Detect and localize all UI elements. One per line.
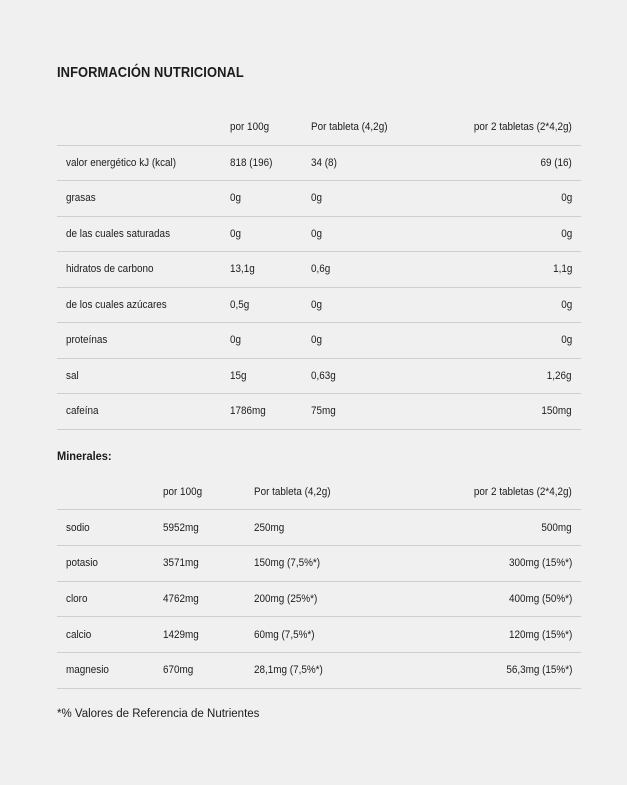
row-label: magnesio xyxy=(57,652,154,688)
table-cell: 75mg xyxy=(302,394,435,430)
table-cell: 0g xyxy=(435,216,581,252)
table-row xyxy=(57,617,581,653)
table-cell: 28,1mg (7,5%*) xyxy=(245,652,405,688)
table-cell: 60mg (7,5%*) xyxy=(245,617,405,653)
minerals-heading: Minerales: xyxy=(57,449,112,463)
table-cell: 250mg xyxy=(245,510,405,546)
table-row xyxy=(57,394,581,430)
table-cell: 1,1g xyxy=(435,252,581,288)
row-label: grasas xyxy=(57,181,221,217)
table-cell: 56,3mg (15%*) xyxy=(405,652,581,688)
row-label: proteínas xyxy=(57,323,221,359)
table-cell: 1429mg xyxy=(154,617,245,653)
table-cell: 120mg (15%*) xyxy=(405,617,581,653)
row-label: sodio xyxy=(57,510,154,546)
table-row xyxy=(57,545,581,581)
table-cell: 0,5g xyxy=(221,287,302,323)
table-row xyxy=(57,581,581,617)
table-cell: 0g xyxy=(221,216,302,252)
table-row xyxy=(57,216,581,252)
footnote: *% Valores de Referencia de Nutrientes xyxy=(57,708,260,720)
table-row xyxy=(57,181,581,217)
table-cell: 4762mg xyxy=(154,581,245,617)
page-title: INFORMACIÓN NUTRICIONAL xyxy=(57,64,244,81)
table-cell: 69 (16) xyxy=(435,145,581,181)
table-cell: 200mg (25%*) xyxy=(245,581,405,617)
table-cell: 0g xyxy=(302,216,435,252)
table-cell: 818 (196) xyxy=(221,145,302,181)
table-cell: 300mg (15%*) xyxy=(405,545,581,581)
table-cell: 1,26g xyxy=(435,358,581,394)
header-cell xyxy=(57,474,154,510)
header-cell: Por tableta (4,2g) xyxy=(245,474,405,510)
table-cell: 500mg xyxy=(405,510,581,546)
table-cell: 3571mg xyxy=(154,545,245,581)
table-cell: 670mg xyxy=(154,652,245,688)
row-label: cafeína xyxy=(57,394,221,430)
table-cell: 15g xyxy=(221,358,302,394)
table-row xyxy=(57,358,581,394)
header-cell: por 100g xyxy=(221,110,302,145)
row-label: valor energético kJ (kcal) xyxy=(57,145,221,181)
table-cell: 34 (8) xyxy=(302,145,435,181)
table-cell: 0g xyxy=(221,181,302,217)
row-label: cloro xyxy=(57,581,154,617)
table-cell: 1786mg xyxy=(221,394,302,430)
minerals-header-row xyxy=(57,474,581,510)
table-row xyxy=(57,510,581,546)
table-cell: 0g xyxy=(302,287,435,323)
table-cell: 150mg (7,5%*) xyxy=(245,545,405,581)
row-label: hidratos de carbono xyxy=(57,252,221,288)
table-cell: 13,1g xyxy=(221,252,302,288)
row-label: de los cuales azúcares xyxy=(57,287,221,323)
row-label: sal xyxy=(57,358,221,394)
table-cell: 0g xyxy=(302,181,435,217)
header-cell: por 100g xyxy=(154,474,245,510)
header-cell: Por tableta (4,2g) xyxy=(302,110,435,145)
table-cell: 5952mg xyxy=(154,510,245,546)
header-cell: por 2 tabletas (2*4,2g) xyxy=(435,110,581,145)
table-row xyxy=(57,287,581,323)
table-row xyxy=(57,323,581,359)
table-cell: 0,63g xyxy=(302,358,435,394)
table-cell: 400mg (50%*) xyxy=(405,581,581,617)
minerals-table xyxy=(57,474,581,689)
table-cell: 150mg xyxy=(435,394,581,430)
header-cell xyxy=(57,110,221,145)
table-cell: 0g xyxy=(435,323,581,359)
header-cell: por 2 tabletas (2*4,2g) xyxy=(405,474,581,510)
table-row xyxy=(57,145,581,181)
nutrition-table xyxy=(57,110,581,430)
row-label: calcio xyxy=(57,617,154,653)
table-row xyxy=(57,652,581,688)
row-label: potasio xyxy=(57,545,154,581)
table-cell: 0,6g xyxy=(302,252,435,288)
nutrition-header-row xyxy=(57,110,581,145)
table-cell: 0g xyxy=(302,323,435,359)
row-label: de las cuales saturadas xyxy=(57,216,221,252)
table-cell: 0g xyxy=(435,287,581,323)
table-cell: 0g xyxy=(435,181,581,217)
table-cell: 0g xyxy=(221,323,302,359)
table-row xyxy=(57,252,581,288)
